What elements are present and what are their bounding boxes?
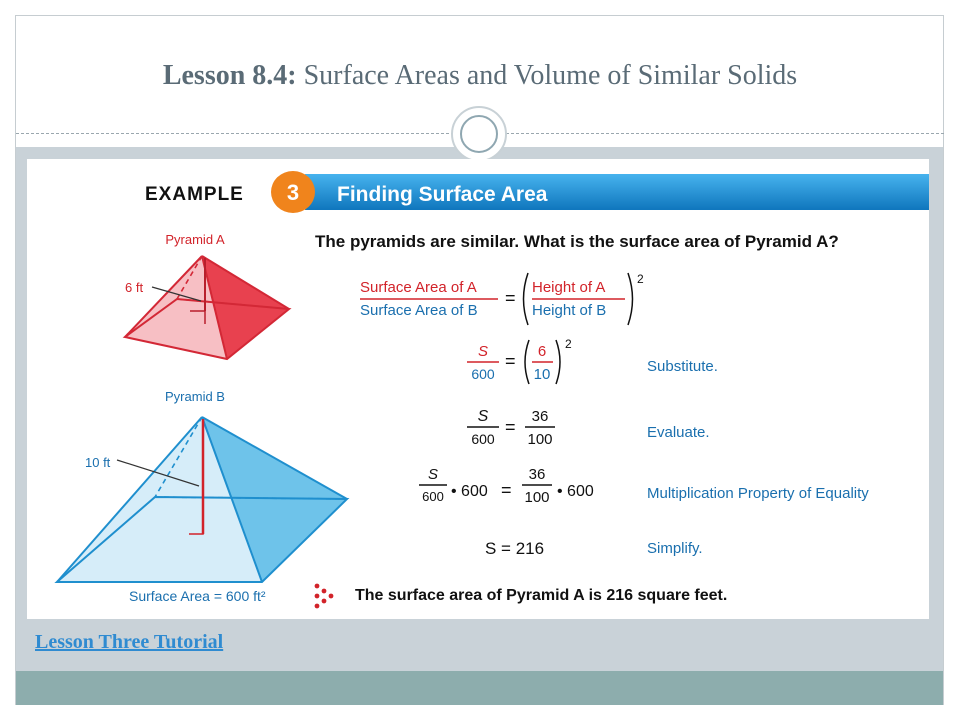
example-figure	[27, 159, 929, 619]
step3-a-numerator: S	[427, 466, 439, 483]
step2-note: Evaluate.	[647, 424, 710, 441]
formula-lhs-numerator: Surface Area of A	[360, 279, 477, 296]
pyramid-a-name: Pyramid A	[165, 232, 225, 247]
example-heading: Finding Surface Area	[337, 183, 548, 206]
example-number: 3	[286, 180, 300, 205]
pyramid-b	[57, 417, 347, 582]
step1-b-denominator: 10	[533, 366, 551, 383]
pyramid-b-name: Pyramid B	[165, 389, 225, 404]
example-image	[27, 159, 929, 619]
step3-note: Multiplication Property of Equality	[647, 485, 869, 502]
slide-title: Lesson 8.4: Surface Areas and Volume of Similar Solids	[162, 60, 798, 91]
conclusion-dots-icon	[315, 584, 334, 609]
step2-b-numerator: 36	[531, 408, 549, 425]
svg-text:=: =	[501, 480, 512, 500]
step3-multiplier-right: • 600	[557, 483, 594, 500]
pyramid-a-height: 6 ft	[125, 280, 144, 295]
pyramid-b-surface-area: Surface Area = 600 ft²	[129, 588, 266, 604]
example-label: EXAMPLE	[145, 184, 244, 205]
step4-note: Simplify.	[647, 540, 703, 557]
step1-b-numerator: 6	[537, 343, 547, 360]
step1-a-denominator: 600	[471, 366, 495, 382]
step2-a-numerator: S	[477, 408, 489, 425]
svg-text:=: =	[505, 351, 516, 371]
step1-a-numerator: S	[477, 343, 489, 360]
svg-text:=: =	[505, 288, 516, 308]
formula-lhs-denominator: Surface Area of B	[360, 302, 478, 319]
step1-note: Substitute.	[647, 358, 718, 375]
conclusion-text: The surface area of Pyramid A is 216 square feet.	[355, 587, 728, 604]
step4-equation: S = 216	[485, 539, 545, 558]
pyramid-a	[125, 256, 289, 359]
step3-b-numerator: 36	[528, 466, 546, 483]
step3-multiplier-left: • 600	[451, 483, 488, 500]
step3-a-denominator: 600	[422, 489, 444, 504]
lesson-tutorial-link[interactable]: Lesson Three Tutorial	[35, 631, 224, 653]
divider-circle-icon	[451, 106, 507, 162]
step2-b-denominator: 100	[527, 431, 553, 448]
step1-exponent: 2	[565, 337, 572, 351]
footer-bar	[16, 671, 943, 705]
formula-exponent: 2	[637, 272, 644, 286]
pyramid-b-height: 10 ft	[85, 455, 111, 470]
formula-rhs-denominator: Height of B	[532, 302, 607, 319]
step2-a-denominator: 600	[471, 431, 495, 447]
step3-b-denominator: 100	[524, 489, 550, 506]
example-question: The pyramids are similar. What is the surface area of Pyramid A?	[315, 232, 839, 251]
svg-text:=: =	[505, 417, 516, 437]
formula-rhs-numerator: Height of A	[532, 279, 606, 296]
